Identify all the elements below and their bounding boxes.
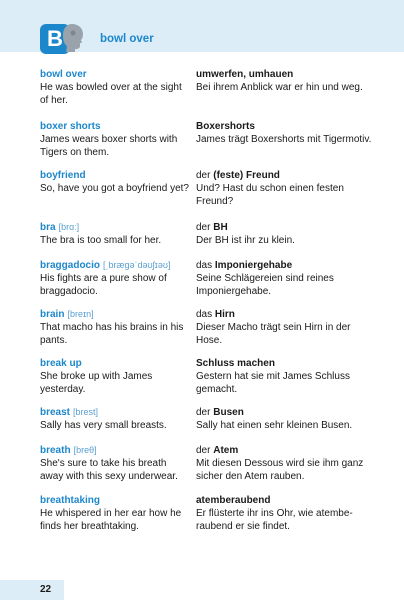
entry-german [196, 406, 376, 432]
pronunciation: [breθ] [73, 445, 97, 455]
headword: breathtaking [40, 495, 101, 506]
example-sentence: His fights are a pure show of braggadocio. [40, 273, 167, 298]
entry-german [196, 357, 376, 397]
pronunciation: [ˌbrægəˈdəʊʃɪəʊ] [103, 260, 171, 270]
entry-german [196, 494, 376, 534]
article: der [196, 407, 214, 418]
article: das [196, 309, 215, 320]
example-translation: Bei ihrem Anblick war er hin und weg. [196, 82, 363, 94]
translation: Schluss machen [196, 358, 275, 369]
headword: boxer shorts [40, 121, 101, 132]
example-translation: Sally hat einen sehr kleinen Busen. [196, 420, 353, 432]
entry-english [40, 406, 190, 432]
article: der [196, 222, 214, 233]
entry-english [40, 444, 190, 484]
article: das [196, 260, 215, 271]
example-translation: Der BH ist ihr zu klein. [196, 235, 295, 247]
translation: atemberaubend [196, 495, 271, 506]
entry-german [196, 221, 376, 247]
entry-english [40, 357, 190, 397]
entry-german [196, 444, 376, 484]
example-translation: Mit diesen Dessous wird sie ihm ganz sicher den Atem rauben. [196, 458, 364, 483]
example-sentence: She broke up with James yesterday. [40, 371, 153, 396]
example-translation: James trägt Boxershorts mit Tigermotiv. [196, 134, 372, 146]
example-sentence: So, have you got a boyfriend yet? [40, 183, 189, 195]
example-translation: Dieser Macho trägt sein Hirn in der Hose. [196, 322, 351, 347]
example-translation: Und? Hast du schon einen festen Freund? [196, 183, 344, 208]
entry-english [40, 68, 190, 108]
example-sentence: Sally has very small breasts. [40, 420, 167, 432]
translation: Boxershorts [196, 121, 255, 132]
profile-head-icon [60, 22, 86, 52]
translation: Busen [213, 407, 244, 418]
entry-english [40, 308, 190, 348]
example-sentence: James wears boxer shorts with Tigers on them. [40, 134, 178, 159]
pronunciation: [brest] [73, 407, 99, 417]
entry-english [40, 221, 190, 247]
example-translation: Er flüsterte ihr ins Ohr, wie atembe-raubend er sie findet. [196, 508, 353, 533]
pronunciation: [brɑː] [58, 222, 80, 232]
headword: brain [40, 309, 65, 320]
example-sentence: He was bowled over at the sight of her. [40, 82, 182, 107]
section-letter: B [40, 24, 70, 54]
example-sentence: The bra is too small for her. [40, 235, 162, 247]
headword: break up [40, 358, 82, 369]
translation: (feste) Freund [213, 170, 280, 181]
translation: BH [213, 222, 228, 233]
translation: umwerfen, umhauen [196, 69, 294, 80]
entry-english [40, 120, 190, 160]
headword: breath [40, 445, 71, 456]
translation: Imponiergehabe [214, 260, 293, 271]
entry-german [196, 120, 376, 146]
headword: braggadocio [40, 260, 101, 271]
running-head: bowl over [100, 33, 154, 45]
example-translation: Gestern hat sie mit James Schluss gemacht. [196, 371, 350, 396]
headword: bra [40, 222, 56, 233]
entry-english [40, 494, 190, 534]
example-sentence: She's sure to take his breath away with this sexy underwear. [40, 458, 178, 483]
entry-german [196, 169, 376, 209]
example-sentence: That macho has his brains in his pants. [40, 322, 184, 347]
entry-german [196, 259, 376, 299]
page-number: 22 [40, 584, 52, 595]
entry-german [196, 68, 376, 94]
pronunciation: [breɪn] [67, 309, 94, 319]
translation: Atem [213, 445, 239, 456]
entry-german [196, 308, 376, 348]
example-translation: Seine Schlägereien sind reines Imponiergehabe. [196, 273, 334, 298]
article: der [196, 445, 214, 456]
entry-english [40, 259, 190, 299]
headword: breast [40, 407, 71, 418]
example-sentence: He whispered in her ear how he finds her breathtaking. [40, 508, 182, 533]
translation: Hirn [214, 309, 235, 320]
headword: boyfriend [40, 170, 86, 181]
entry-english [40, 169, 190, 195]
article: der [196, 170, 214, 181]
headword: bowl over [40, 69, 87, 80]
footer-bar [0, 580, 64, 600]
